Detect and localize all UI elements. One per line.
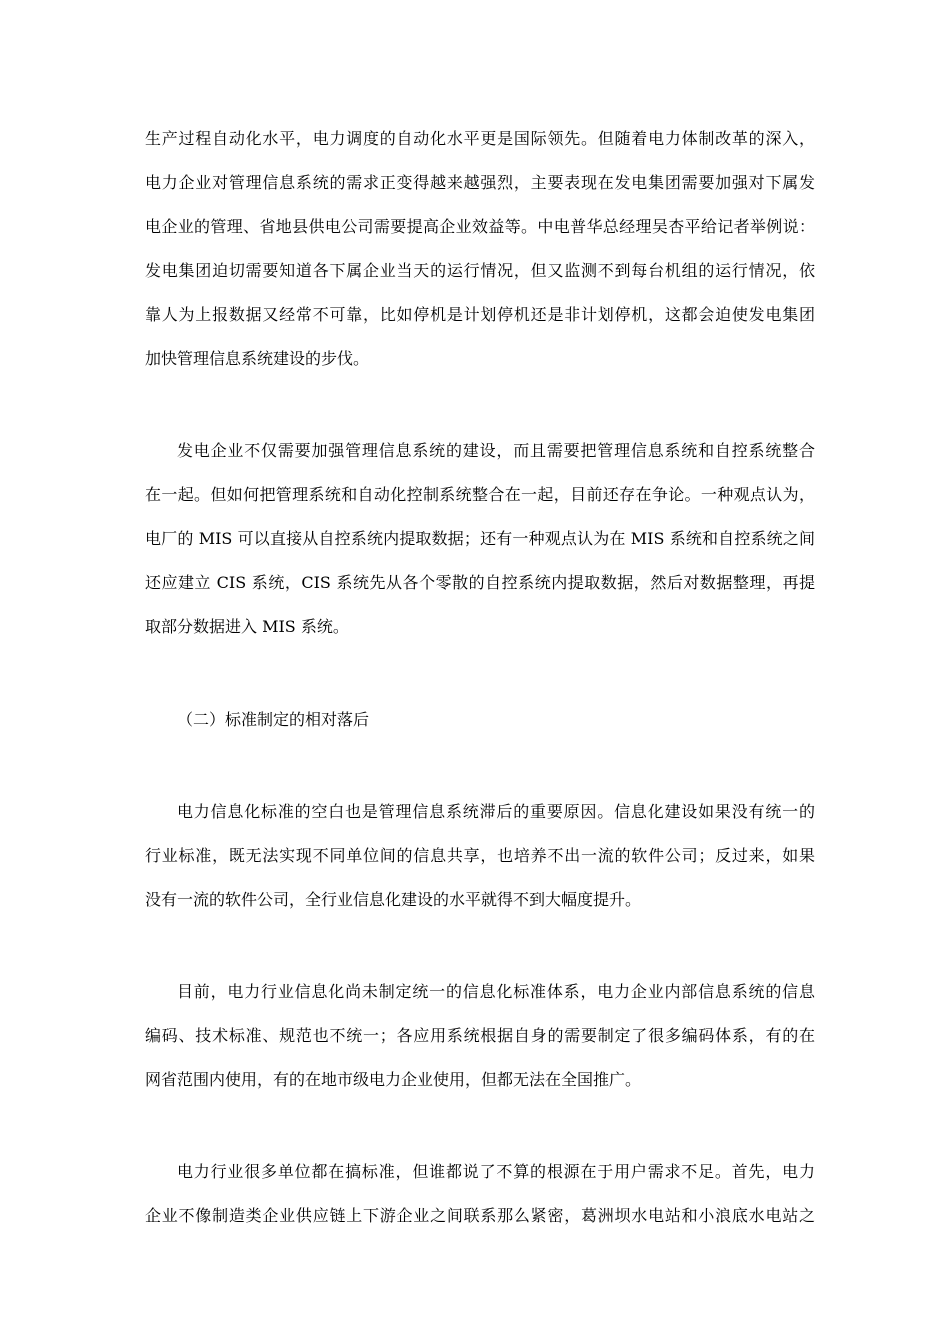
paragraph-3-line-1: 电力信息化标准的空白也是管理信息系统滞后的重要原因。信息化建设如果没有统一的: [177, 802, 815, 821]
paragraph-2-line-4: 还应建立 CIS 系统，CIS 系统先从各个零散的自控系统内提取数据，然后对数据整理，再提: [145, 573, 815, 592]
paragraph-5-line-1: 电力行业很多单位都在搞标准，但谁都说了不算的根源在于用户需求不足。首先，电力: [177, 1162, 815, 1181]
paragraph-1-line-2: 电力企业对管理信息系统的需求正变得越来越强烈，主要表现在发电集团需要加强对下属发: [145, 173, 815, 192]
paragraph-1-line-1: 生产过程自动化水平，电力调度的自动化水平更是国际领先。但随着电力体制改革的深入，: [145, 129, 815, 148]
paragraph-4-line-2: 编码、技术标准、规范也不统一；各应用系统根据自身的需要制定了很多编码体系，有的在: [145, 1026, 815, 1045]
paragraph-5-line-2: 企业不像制造类企业供应链上下游企业之间联系那么紧密，葛洲坝水电站和小浪底水电站之: [145, 1206, 815, 1225]
paragraph-4-line-1: 目前，电力行业信息化尚未制定统一的信息化标准体系，电力企业内部信息系统的信息: [177, 982, 815, 1001]
paragraph-4-line-3: 网省范围内使用，有的在地市级电力企业使用，但都无法在全国推广。: [145, 1070, 642, 1089]
section-heading: （二）标准制定的相对落后: [177, 710, 370, 729]
paragraph-3-line-2: 行业标准，既无法实现不同单位间的信息共享，也培养不出一流的软件公司；反过来，如果: [145, 846, 815, 865]
paragraph-1-line-4: 发电集团迫切需要知道各下属企业当天的运行情况，但又监测不到每台机组的运行情况，依: [145, 261, 815, 280]
paragraph-1-line-5: 靠人为上报数据又经常不可靠，比如停机是计划停机还是非计划停机，这都会迫使发电集团: [145, 305, 815, 324]
paragraph-2-line-2: 在一起。但如何把管理系统和自动化控制系统整合在一起，目前还存在争论。一种观点认为，: [145, 485, 815, 504]
paragraph-2-line-5: 取部分数据进入 MIS 系统。: [145, 617, 349, 636]
paragraph-2-line-3: 电厂的 MIS 可以直接从自控系统内提取数据；还有一种观点认为在 MIS 系统和自控系统之间: [145, 529, 815, 548]
paragraph-1-line-3: 电企业的管理、省地县供电公司需要提高企业效益等。中电普华总经理吴杏平给记者举例说：: [145, 217, 815, 236]
paragraph-1-line-6: 加快管理信息系统建设的步伐。: [145, 349, 370, 368]
paragraph-2-line-1: 发电企业不仅需要加强管理信息系统的建设，而且需要把管理信息系统和自控系统整合: [177, 441, 815, 460]
paragraph-3-line-3: 没有一流的软件公司，全行业信息化建设的水平就得不到大幅度提升。: [145, 890, 642, 909]
